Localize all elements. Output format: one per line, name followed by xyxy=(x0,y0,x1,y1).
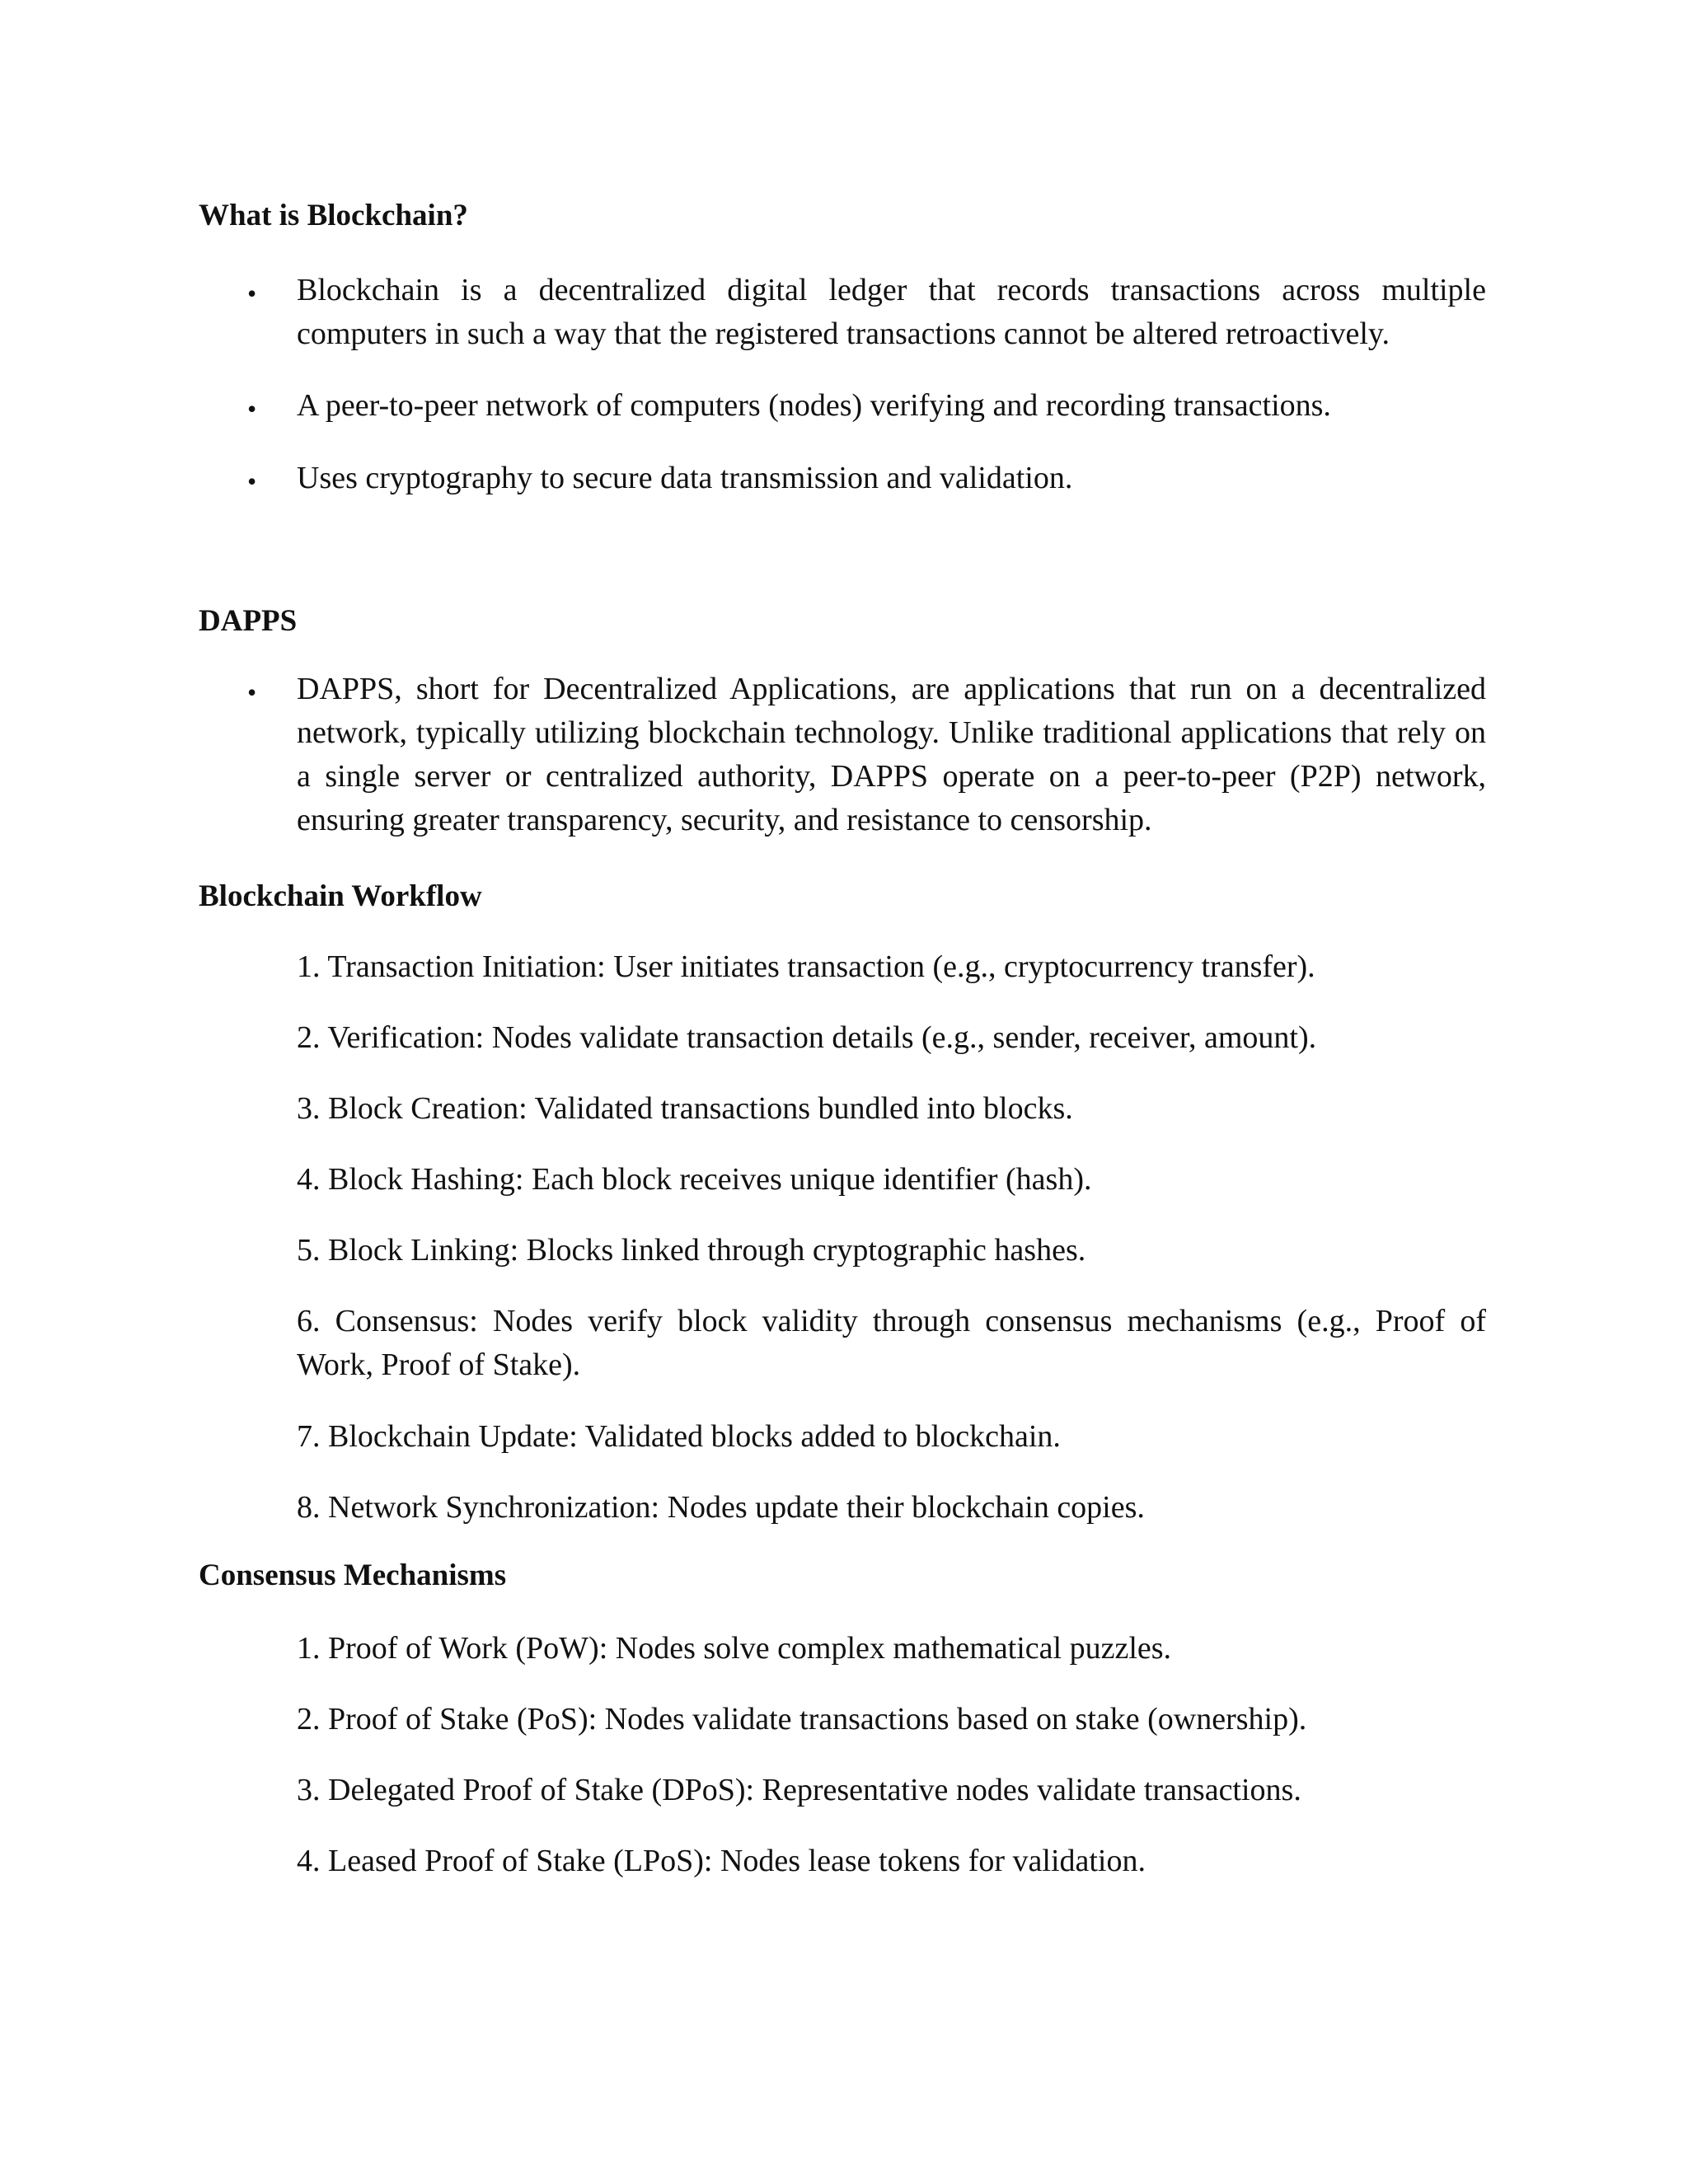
workflow-item-8: 8. Network Synchronization: Nodes update their blockchain copies. xyxy=(297,1490,1145,1525)
workflow-item-6: 6. Consensus: Nodes verify block validity through consensus mechanisms (e.g., Proof of Work, Proof of Stake). xyxy=(297,1304,1486,1382)
bullet-marker: • xyxy=(247,466,257,496)
workflow-item-4: 4. Block Hashing: Each block receives unique identifier (hash). xyxy=(297,1162,1092,1197)
workflow-item-5: 5. Block Linking: Blocks linked through cryptographic hashes. xyxy=(297,1233,1086,1268)
workflow-item-1: 1. Transaction Initiation: User initiates transaction (e.g., cryptocurrency transfer). xyxy=(297,949,1315,984)
consensus-item-3: 3. Delegated Proof of Stake (DPoS): Representative nodes validate transactions. xyxy=(297,1773,1301,1807)
bullet-marker: • xyxy=(247,677,257,707)
heading-dapps: DAPPS xyxy=(199,604,298,638)
heading-what-is-blockchain: What is Blockchain? xyxy=(199,199,468,232)
blockchain-bullet-2: A peer-to-peer network of computers (nodes) verifying and recording transactions. xyxy=(297,388,1331,423)
workflow-item-7: 7. Blockchain Update: Validated blocks added to blockchain. xyxy=(297,1419,1061,1454)
consensus-item-4: 4. Leased Proof of Stake (LPoS): Nodes lease tokens for validation. xyxy=(297,1844,1146,1878)
bullet-marker: • xyxy=(247,394,257,424)
dapps-bullet-1: DAPPS, short for Decentralized Applications, are applications that run on a decentralized network, typically utilizing blockchain technology. Unlike traditional applications that rely on a single server or centralized authority, DAPPS operate on a peer-to-peer (P2P) network, ensuring greater transparency, security, and resistance to censorship. xyxy=(297,672,1486,837)
consensus-item-2: 2. Proof of Stake (PoS): Nodes validate transactions based on stake (ownership). xyxy=(297,1702,1307,1736)
blockchain-bullet-3: Uses cryptography to secure data transmission and validation. xyxy=(297,461,1073,495)
bullet-marker: • xyxy=(247,279,257,308)
heading-blockchain-workflow: Blockchain Workflow xyxy=(199,879,482,913)
heading-consensus-mechanisms: Consensus Mechanisms xyxy=(199,1558,507,1592)
consensus-item-1: 1. Proof of Work (PoW): Nodes solve complex mathematical puzzles. xyxy=(297,1631,1172,1666)
workflow-item-2: 2. Verification: Nodes validate transaction details (e.g., sender, receiver, amount). xyxy=(297,1020,1317,1055)
blockchain-bullet-1: Blockchain is a decentralized digital ledger that records transactions across multiple computers in such a way that the registered transactions cannot be altered retroactively. xyxy=(297,273,1486,351)
workflow-item-3: 3. Block Creation: Validated transactions bundled into blocks. xyxy=(297,1091,1073,1126)
